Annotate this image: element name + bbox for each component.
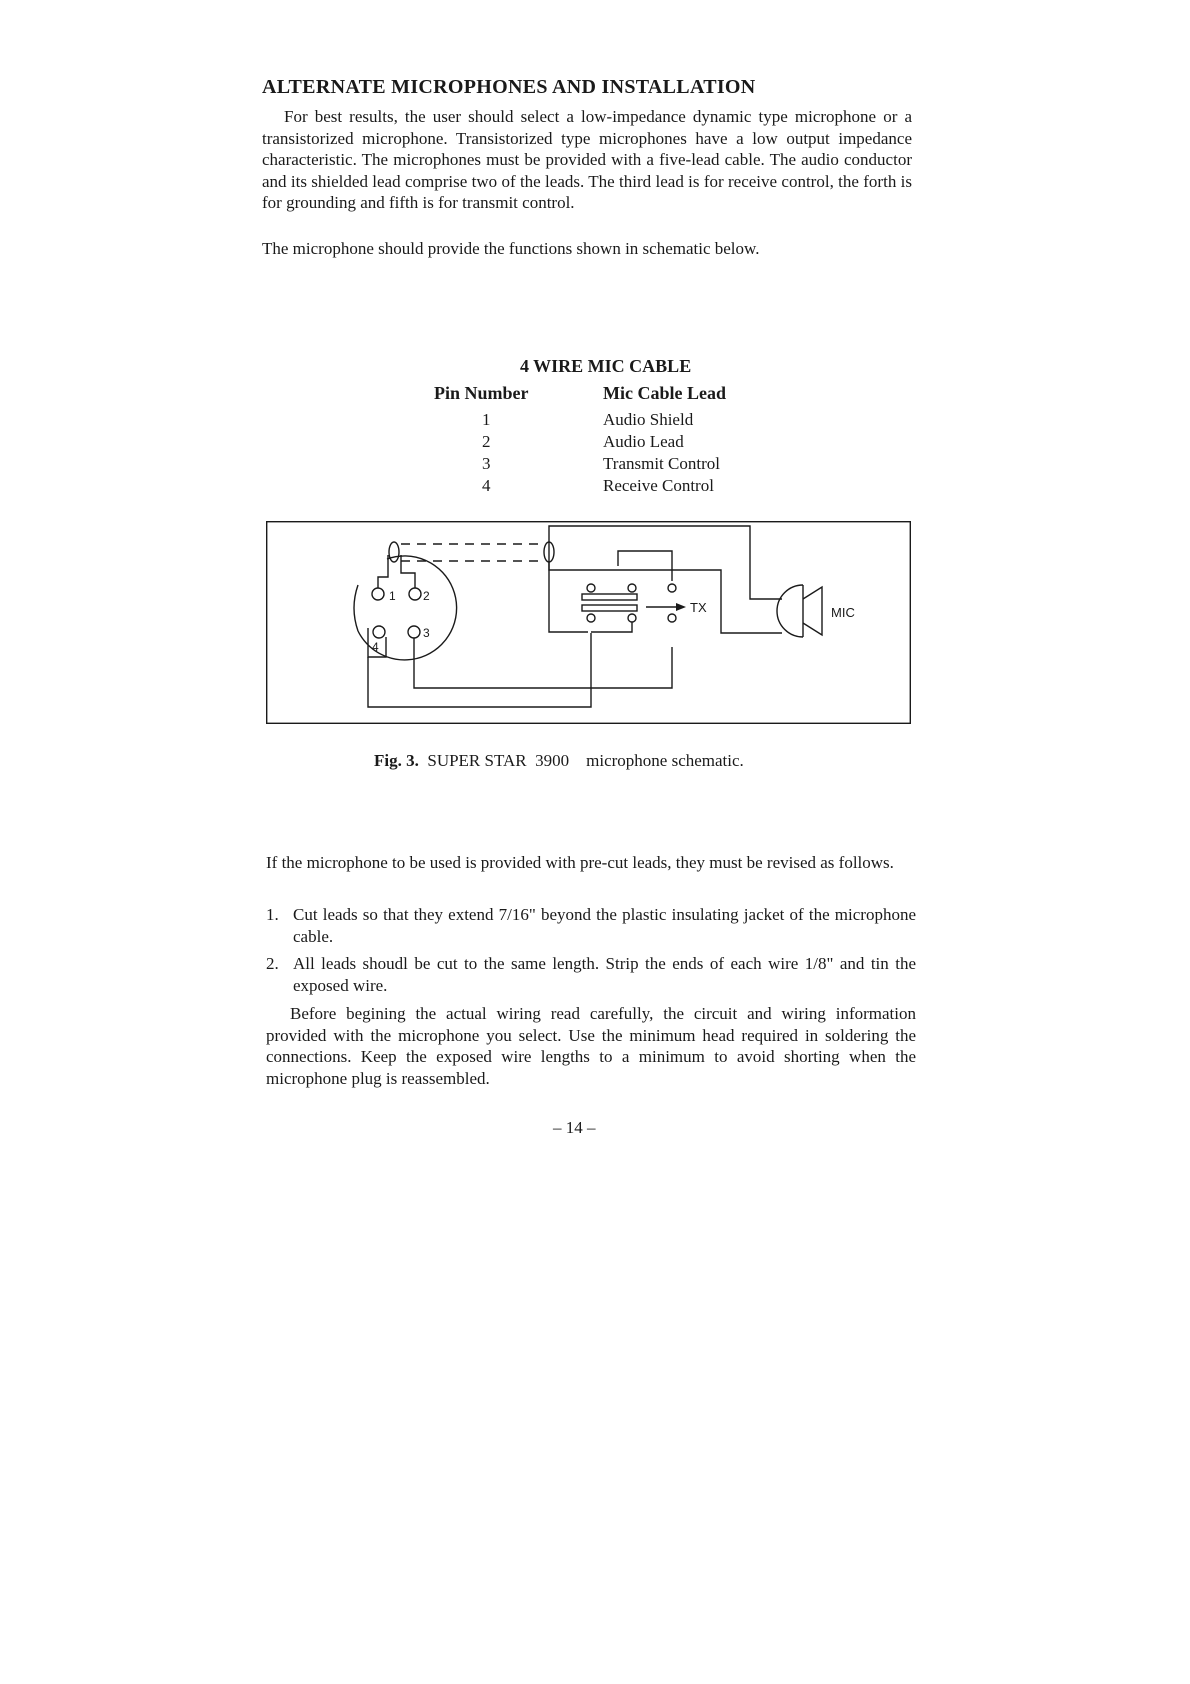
audio-drop	[549, 542, 588, 632]
pin-label: 2	[423, 589, 430, 603]
closing-paragraph: Before begining the actual wiring read carefully, the circuit and wiring information provided with the microphone you select. Use the minimum head required in soldering the connections. Keep the exposed wire lengths to a minimum to avoid shorting when the microphone plug is reassembled.	[266, 1004, 916, 1088]
step-item	[266, 904, 916, 947]
figure-model: SUPER STAR 3900	[427, 751, 570, 770]
switch-top-wire	[618, 551, 672, 581]
col-header-pin: Pin Number	[434, 383, 529, 403]
step-number: 2.	[266, 954, 279, 973]
step-text: All leads shoudl be cut to the same length. Strip the ends of each wire 1/8" and tin the exposed wire.	[293, 954, 916, 995]
connector-pin-3	[373, 626, 385, 638]
cable-table-title: 4 WIRE MIC CABLE	[520, 356, 692, 376]
audio-wire-bottom	[549, 562, 782, 633]
section-heading: ALTERNATE MICROPHONES AND INSTALLATION	[262, 76, 756, 98]
figure-caption	[374, 751, 744, 771]
schematic-frame	[267, 522, 911, 724]
connector-pin-4	[408, 626, 420, 638]
switch-contact-f	[668, 614, 676, 622]
pin-label: 3	[423, 626, 430, 640]
switch-contact-c	[668, 584, 676, 592]
step-text: Cut leads so that they extend 7/16" beyond the plastic insulating jacket of the microphone cable.	[293, 905, 916, 946]
switch-bar-top	[582, 594, 637, 600]
mic-horn	[803, 587, 822, 635]
switch-contact-b	[628, 584, 636, 592]
mic-body-arc	[777, 585, 803, 637]
lead-name: Audio Shield	[603, 410, 694, 429]
switch-contact-e	[628, 614, 636, 622]
lead-name: Audio Lead	[603, 432, 684, 451]
pin-number: 2	[482, 432, 491, 451]
schematic-note: The microphone should provide the functions shown in schematic below.	[262, 239, 760, 258]
step-number: 1.	[266, 905, 279, 924]
switch-contact-d	[587, 614, 595, 622]
switch-bar-bottom	[582, 605, 637, 611]
lead-name: Receive Control	[603, 476, 714, 495]
mic-label: MIC	[831, 605, 855, 620]
pin3-wire	[414, 638, 672, 688]
precut-intro: If the microphone to be used is provided with pre-cut leads, they must be revised as follows.	[266, 853, 894, 872]
switch-bottom-wire	[591, 622, 632, 632]
lead-name: Transmit Control	[603, 454, 720, 473]
connector-pin-1	[372, 588, 384, 600]
page-number: – 14 –	[553, 1118, 596, 1137]
pin-label: 1	[389, 589, 396, 603]
figure-number: Fig. 3.	[374, 751, 419, 770]
connector-pin-2	[409, 588, 421, 600]
step-item	[266, 953, 916, 996]
tx-arrowhead	[676, 603, 686, 611]
intro-paragraph: For best results, the user should select a low-impedance dynamic type microphone or a transistorized microphone. Transistorized type microphones have a low output impedance characteristic. The microphones must be provided with a five-lead cable. The audio conductor and its shielded lead comprise two of the leads. The third lead is for receive control, the forth is for grounding and fifth is for transmit control.	[262, 107, 912, 212]
col-header-lead: Mic Cable Lead	[603, 383, 726, 403]
figure-text: microphone schematic.	[586, 751, 744, 770]
pin-number: 1	[482, 410, 491, 429]
pin-number: 3	[482, 454, 491, 473]
shield-end-left	[389, 542, 399, 562]
switch-contact-a	[587, 584, 595, 592]
pin-label: 4	[372, 640, 379, 654]
audio-wire-top	[549, 526, 782, 599]
pin4-wire	[368, 633, 591, 707]
microphone-schematic	[266, 521, 911, 724]
pin1-lead	[378, 555, 388, 588]
connector-key	[354, 585, 358, 631]
pin2-lead	[401, 555, 415, 588]
pin-number: 4	[482, 476, 491, 495]
tx-label: TX	[690, 600, 707, 615]
